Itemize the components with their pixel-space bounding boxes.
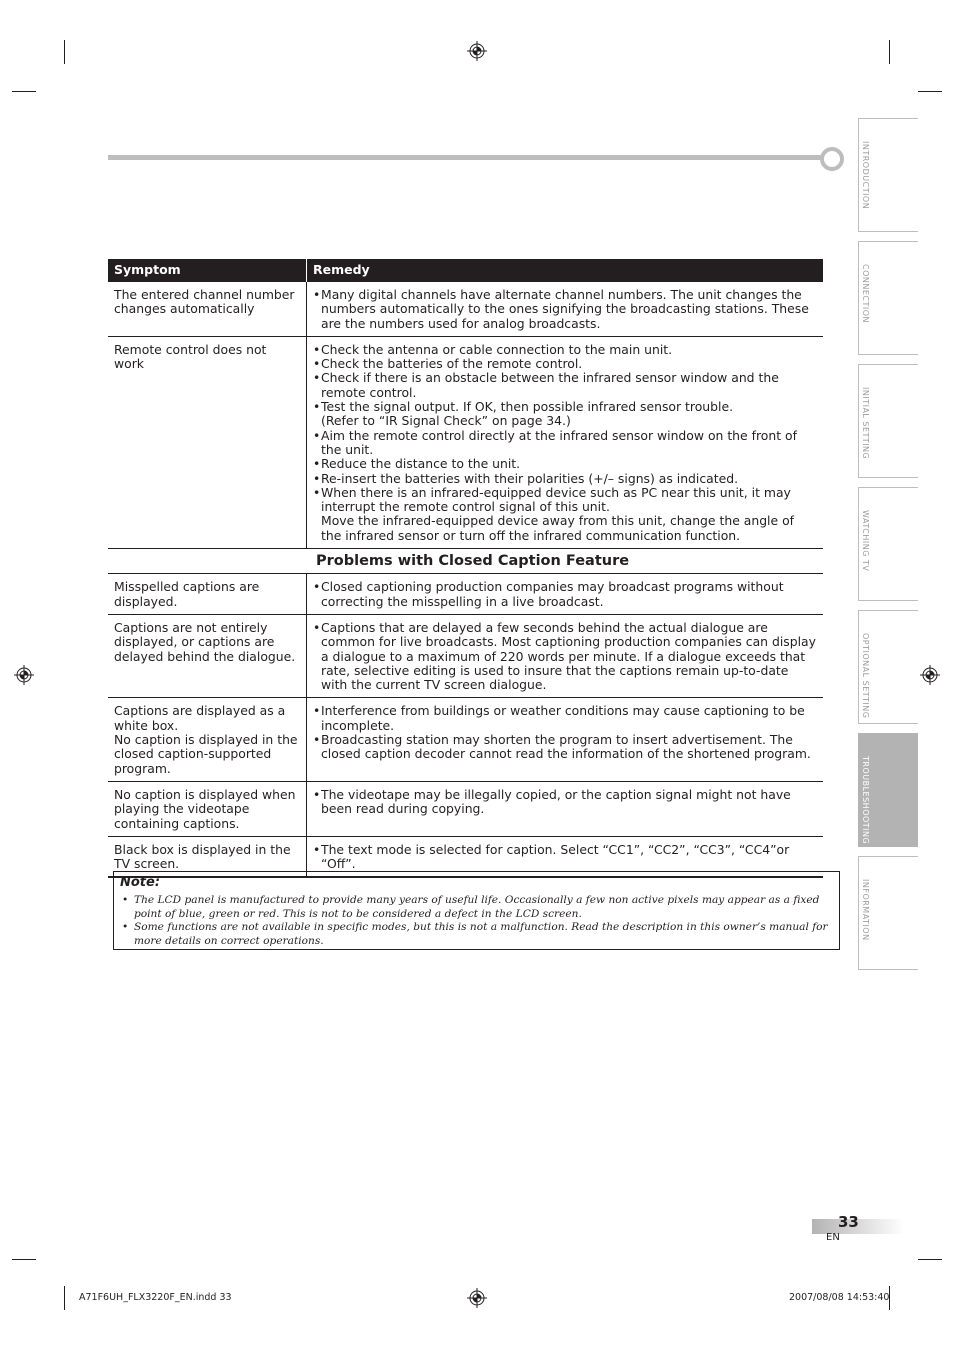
remedy-cell xyxy=(307,574,824,615)
section-row xyxy=(108,549,823,574)
remedy-cell xyxy=(307,282,824,336)
table-row xyxy=(108,698,823,781)
remedy-cell xyxy=(307,698,824,781)
side-tab-introduction[interactable] xyxy=(858,118,918,232)
side-tab-label: WATCHING TV xyxy=(861,510,870,572)
remedy-cell xyxy=(307,614,824,697)
remedy-item: • Many digital channels have alternate channel numbers. The unit changes the numbers automatically to the ones signifying the broadcasting stations. These are the numbers used for analog broadcasts. xyxy=(313,288,817,331)
remedy-item: • The text mode is selected for caption. Select “CC1”, “CC2”, “CC3”, “CC4”or “Off”. xyxy=(313,843,817,872)
table-row xyxy=(108,614,823,697)
side-tab-label: INFORMATION xyxy=(861,879,870,941)
remedy-item: • Check if there is an obstacle between the infrared sensor window and the remote control. xyxy=(313,371,817,400)
footer-file-name: A71F6UH_FLX3220F_EN.indd 33 xyxy=(79,1292,232,1303)
crop-mark xyxy=(64,40,65,64)
side-tab-label: OPTIONAL SETTING xyxy=(861,633,870,719)
remedy-item: • Check the antenna or cable connection to the main unit. xyxy=(313,343,817,357)
note-item: • Some functions are not available in specific modes, but this is not a malfunction. Read the description in this owner’s manual for more details on correct operations. xyxy=(122,921,834,948)
symptom-cell: Misspelled captions are displayed. xyxy=(108,574,307,615)
table-header-row xyxy=(108,259,823,282)
crop-mark xyxy=(918,1259,942,1260)
remedy-cell xyxy=(307,336,824,548)
troubleshooting-table xyxy=(108,259,823,878)
side-tab-label: TROUBLESHOOTING xyxy=(861,756,870,845)
symptom-cell: Remote control does not work xyxy=(108,336,307,548)
crop-mark xyxy=(12,1259,36,1260)
side-tab-label: CONNECTION xyxy=(861,264,870,324)
side-tab-watching-tv[interactable] xyxy=(858,487,918,601)
symptom-cell: Black box is displayed in the TV screen. xyxy=(108,836,307,877)
registration-mark-icon xyxy=(467,1288,487,1308)
side-tab-connection[interactable] xyxy=(858,241,918,355)
section-title: Problems with Closed Caption Feature xyxy=(108,549,823,574)
page-number: 33 xyxy=(838,1213,859,1231)
symptom-line: No caption is displayed in the closed caption-supported program. xyxy=(114,732,298,776)
registration-mark-icon xyxy=(14,665,34,685)
remedy-item: • Aim the remote control directly at the infrared sensor window on the front of the unit. xyxy=(313,429,817,458)
crop-mark xyxy=(64,1286,65,1310)
remedy-text: Test the signal output. If OK, then possible infrared sensor trouble. xyxy=(321,399,734,415)
footer-datetime: 2007/08/08 14:53:40 xyxy=(789,1292,890,1303)
remedy-reference: (Refer to “IR Signal Check” on page 34.) xyxy=(321,413,571,429)
side-tab-initial-setting[interactable] xyxy=(858,364,918,478)
remedy-item xyxy=(313,486,817,543)
page-language: EN xyxy=(826,1232,840,1243)
column-header-remedy: Remedy xyxy=(307,259,824,282)
note-list xyxy=(122,894,834,948)
remedy-item: • Captions that are delayed a few seconds behind the actual dialogue are common for live broadcasts. Most captioning production companies can display a dialogue to a maximum of 220 words per minute. If a dialogue exceeds that rate, selective editing is used to insure that the captions remain up-to-date with the current TV screen dialogue. xyxy=(313,621,817,692)
side-tab-label: INTRODUCTION xyxy=(861,141,870,210)
crop-mark xyxy=(918,91,942,92)
remedy-item: • Re-insert the batteries with their polarities (+/– signs) as indicated. xyxy=(313,472,817,486)
side-tab-label: INITIAL SETTING xyxy=(861,387,870,460)
remedy-item: • Check the batteries of the remote control. xyxy=(313,357,817,371)
remedy-item: • Interference from buildings or weather conditions may cause captioning to be incomplete. xyxy=(313,704,817,733)
remedy-text: When there is an infrared-equipped device such as PC near this unit, it may interrupt the remote control signal of this unit. xyxy=(321,484,791,515)
remedy-item: • Broadcasting station may shorten the program to insert advertisement. The closed caption decoder cannot read the information of the shortened program. xyxy=(313,733,817,762)
table-row xyxy=(108,781,823,836)
side-tab-optional-setting[interactable] xyxy=(858,610,918,724)
remedy-cell xyxy=(307,781,824,836)
remedy-item: • Closed captioning production companies may broadcast programs without correcting the misspelling in a live broadcast. xyxy=(313,580,817,609)
side-tab-information[interactable] xyxy=(858,856,918,970)
remedy-item: • Reduce the distance to the unit. xyxy=(313,457,817,471)
registration-mark-icon xyxy=(467,41,487,61)
remedy-item: • The videotape may be illegally copied, or the caption signal might not have been read during copying. xyxy=(313,788,817,817)
crop-mark xyxy=(12,91,36,92)
symptom-line: Captions are displayed as a white box. xyxy=(114,703,286,733)
symptom-cell: Captions are not entirely displayed, or captions are delayed behind the dialogue. xyxy=(108,614,307,697)
symptom-cell: The entered channel number changes automatically xyxy=(108,282,307,336)
side-tab-troubleshooting[interactable] xyxy=(858,733,918,847)
table-row xyxy=(108,574,823,615)
remedy-item xyxy=(313,400,817,429)
header-rule xyxy=(108,155,823,160)
table-row xyxy=(108,282,823,336)
registration-mark-icon xyxy=(920,665,940,685)
note-title: Note: xyxy=(120,875,161,890)
column-header-symptom: Symptom xyxy=(108,259,307,282)
symptom-cell xyxy=(108,698,307,781)
note-item: • The LCD panel is manufactured to provide many years of useful life. Occasionally a few non active pixels may appear as a fixed point of blue, green or red. This is not to be considered a defect in the LCD screen. xyxy=(122,894,834,921)
symptom-cell: No caption is displayed when playing the videotape containing captions. xyxy=(108,781,307,836)
remedy-subtext: Move the infrared-equipped device away from this unit, change the angle of the infrared sensor or turn off the infrared communication function. xyxy=(321,513,795,543)
header-circle xyxy=(820,147,844,171)
crop-mark xyxy=(889,40,890,64)
table-row xyxy=(108,336,823,548)
note-box xyxy=(113,871,840,950)
